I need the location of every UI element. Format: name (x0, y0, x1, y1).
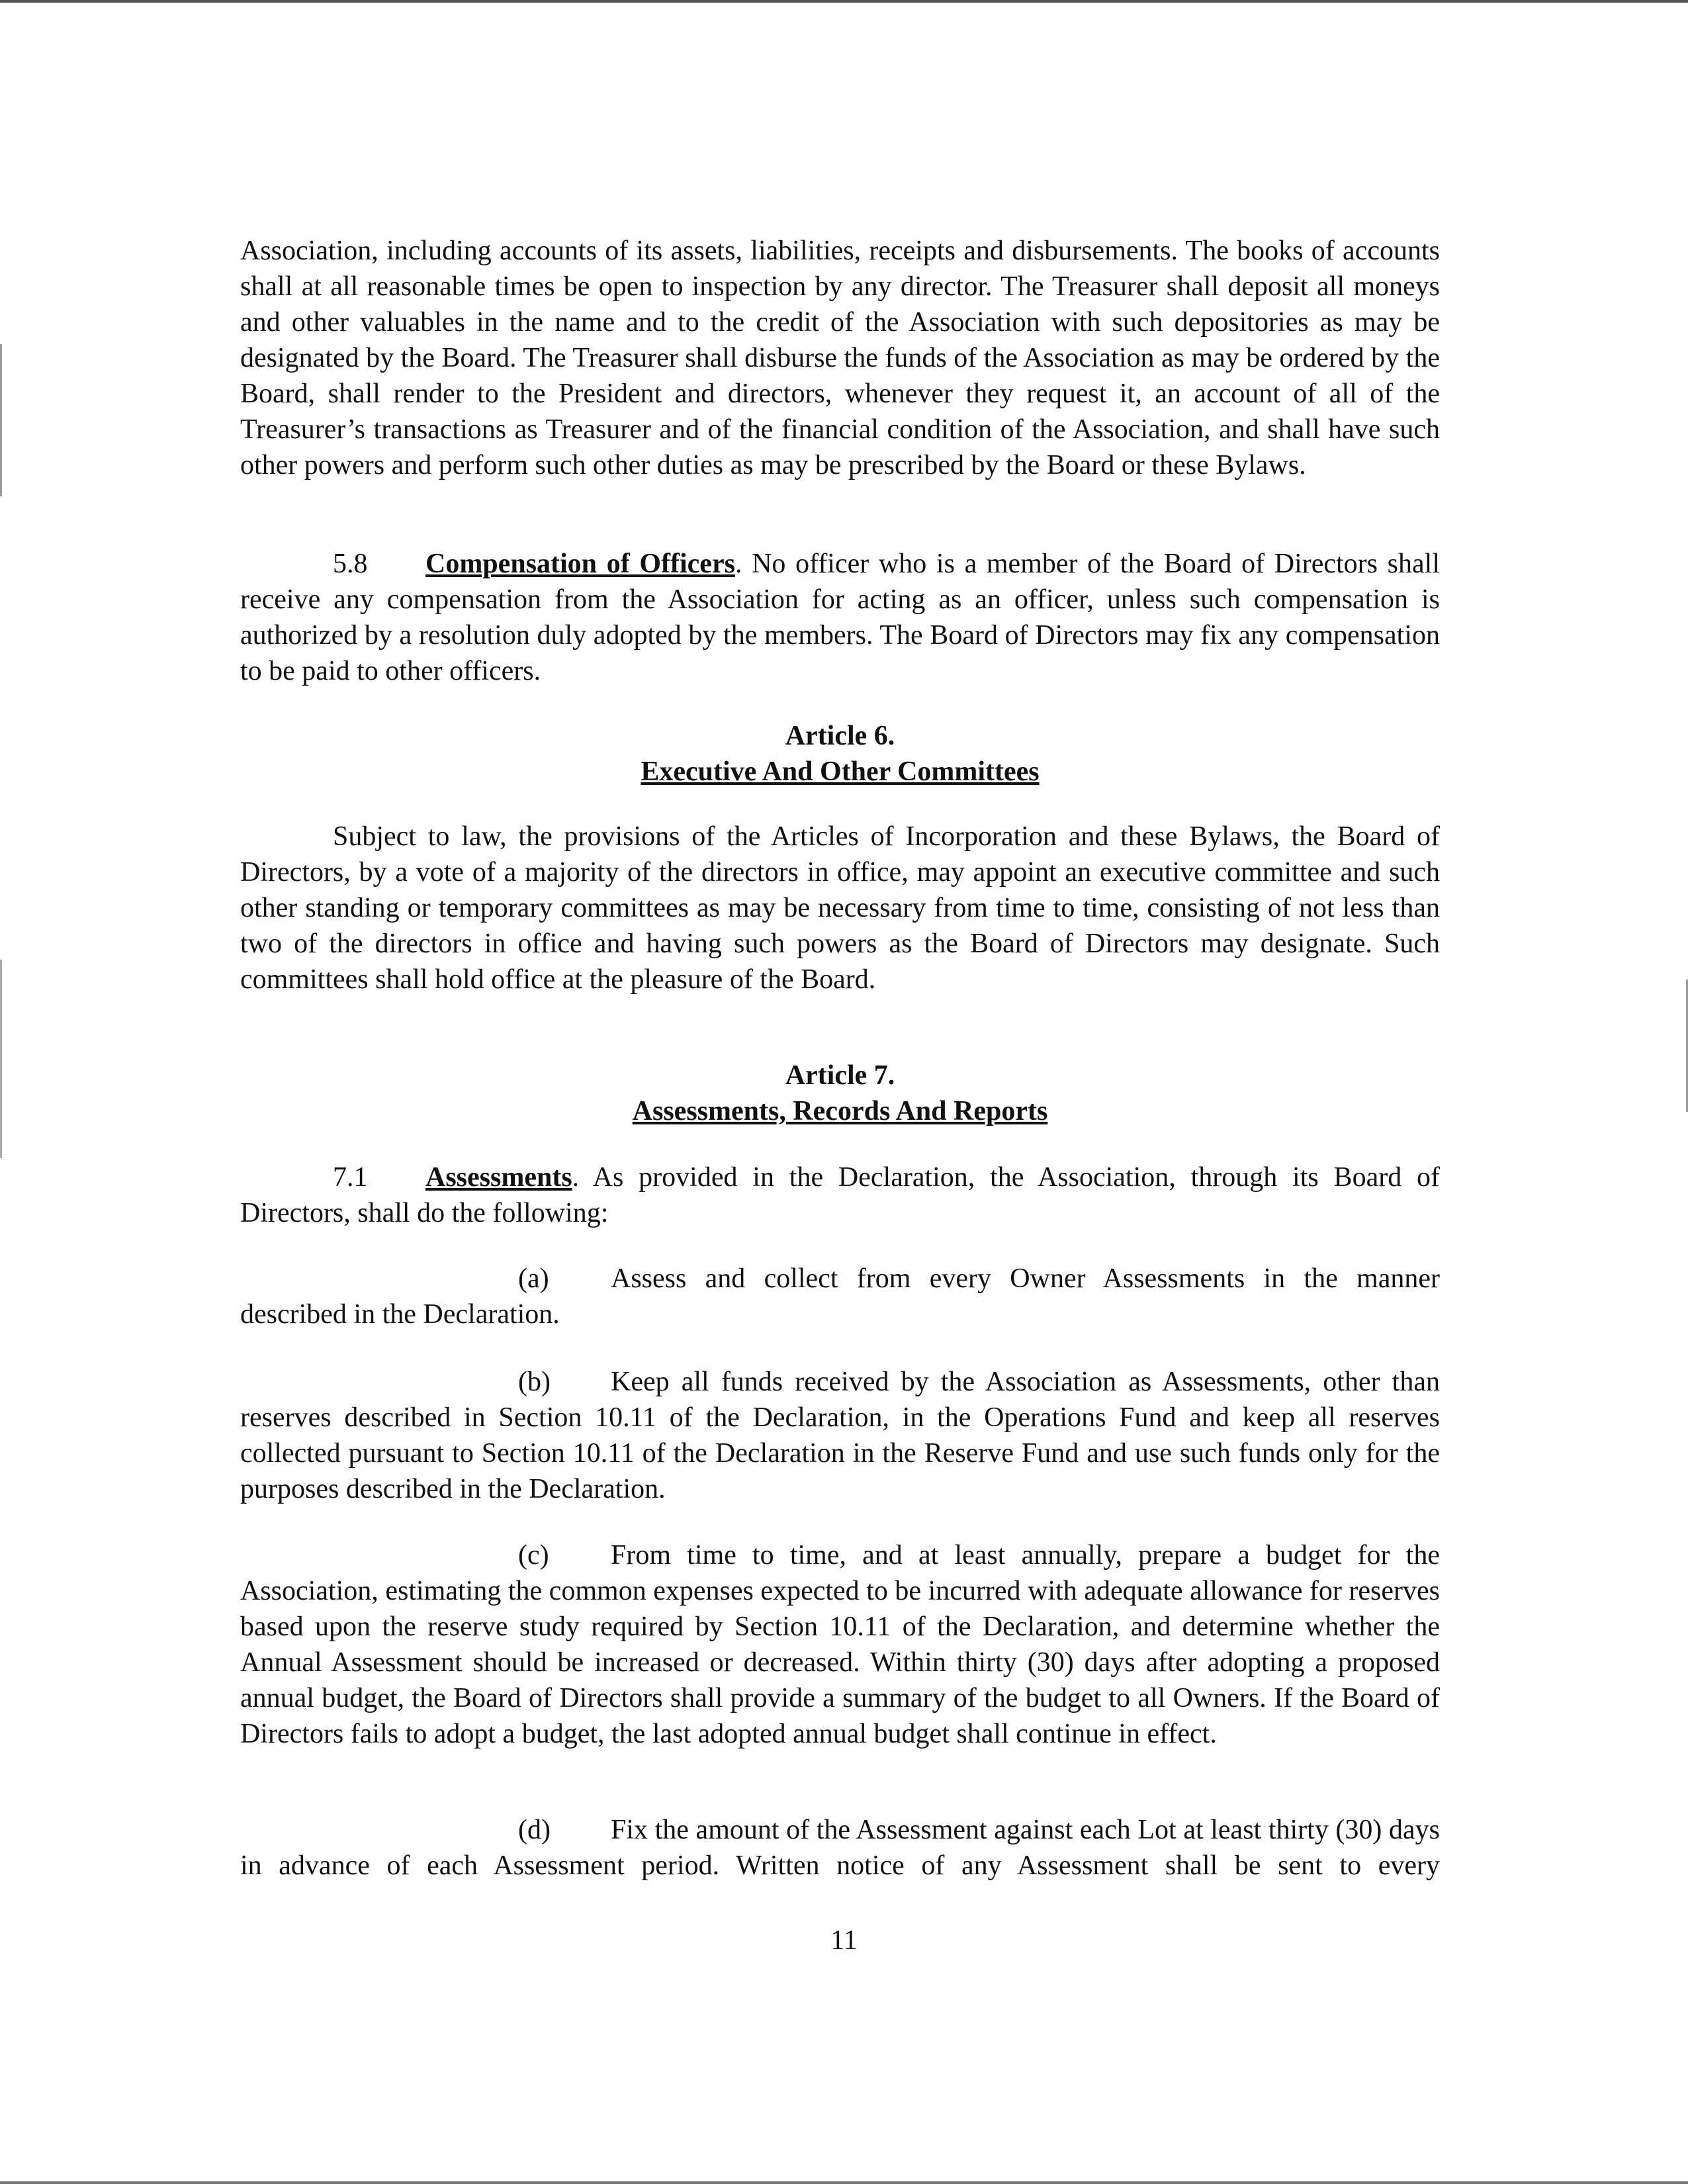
article-title: Executive And Other Committees (641, 756, 1040, 787)
section-number: 5.8 (333, 549, 368, 579)
article-label: Article 7. (785, 1060, 895, 1091)
item-d (240, 1812, 1440, 1884)
item-b-paragraph (240, 1364, 1440, 1507)
section-number: 7.1 (333, 1162, 368, 1193)
scan-edge-left (0, 960, 2, 1158)
item-a-paragraph (240, 1261, 1440, 1332)
committees-paragraph: Subject to law, the provisions of the Articles of Incorporation and these Bylaws, the Board of Directors, by a vote of a majority of the directors in office, may appoint an executive committee and such other standing or temporary committees as may be necessary from time to time, consisting of not less than two of the directors in office and having such powers as the Board of Directors may designate. Such committees shall hold office at the pleasure of the Board. (240, 821, 1440, 995)
item-a (240, 1261, 1440, 1332)
item-b (240, 1364, 1440, 1507)
item-body: Fix the amount of the Assessment against each Lot at least thirty (30) days in advance of each Assessment period. Written notice of any Assessment shall be sent to every (240, 1815, 1440, 1881)
article-6-body (240, 819, 1440, 997)
section-title: Compensation of Officers (425, 549, 735, 579)
section-body: . As provided in the Declaration, the Association, through its Board of Directors, shall do the following: (240, 1162, 1440, 1228)
item-body: From time to time, and at least annually, prepare a budget for the Association, estimating the common expenses expected to be incurred with adequate allowance for reserves based upon the reserve study required by Section 10.11 of the Declaration, and determine whether the Annual Assessment should be increased or decreased. Within thirty (30) days after adopting a proposed annual budget, the Board of Directors shall provide a summary of the budget to all Owners. If the Board of Directors fails to adopt a budget, the last adopted annual budget shall continue in effect. (240, 1540, 1440, 1749)
item-label: (a) (518, 1263, 549, 1294)
item-body: Assess and collect from every Owner Assessments in the manner described in the Declaration. (240, 1263, 1440, 1330)
item-c-paragraph (240, 1537, 1440, 1752)
section-7-1-paragraph (240, 1160, 1440, 1231)
article-title: Assessments, Records And Reports (632, 1096, 1048, 1126)
page-number: 11 (830, 1925, 858, 1956)
scan-edge-top (0, 0, 1688, 3)
article-7-heading (240, 1058, 1440, 1129)
item-d-paragraph (240, 1812, 1440, 1884)
item-c (240, 1537, 1440, 1752)
section-title: Assessments (425, 1162, 572, 1193)
article-6-heading (240, 718, 1440, 790)
item-label: (c) (518, 1540, 549, 1570)
section-5-8 (240, 546, 1440, 689)
section-5-8-paragraph (240, 546, 1440, 689)
body-column (240, 233, 1440, 483)
section-7-1 (240, 1160, 1440, 1231)
item-body: Keep all funds received by the Association as Assessments, other than reserves described in Section 10.11 of the Declaration, in the Operations Fund and keep all reserves collected pursuant to Section 10.11 of the Declaration in the Reserve Fund and use such funds only for the purposes described in the Declaration. (240, 1367, 1440, 1504)
article-label: Article 6. (785, 721, 895, 751)
treasurer-duties-paragraph: Association, including accounts of its assets, liabilities, receipts and disbursements. The books of accounts shall at all reasonable times be open to inspection by any director. The Treasurer shall deposit all moneys and other valuables in the name and to the credit of the Association with such depositories as may be designated by the Board. The Treasurer shall disburse the funds of the Association as may be ordered by the Board, shall render to the President and directors, whenever they request it, an account of all of the Treasurer’s transactions as Treasurer and of the financial condition of the Association, and shall have such other powers and perform such other duties as may be prescribed by the Board or these Bylaws. (240, 236, 1440, 480)
section-body: . No officer who is a member of the Board of Directors shall receive any compensation from the Association for acting as an officer, unless such compensation is authorized by a resolution duly adopted by the members. The Board of Directors may fix any compensation to be paid to other officers. (240, 549, 1440, 686)
scan-edge-bottom (0, 2181, 1688, 2184)
item-label: (b) (518, 1367, 551, 1397)
scan-edge-left (0, 344, 2, 496)
item-label: (d) (518, 1815, 551, 1845)
